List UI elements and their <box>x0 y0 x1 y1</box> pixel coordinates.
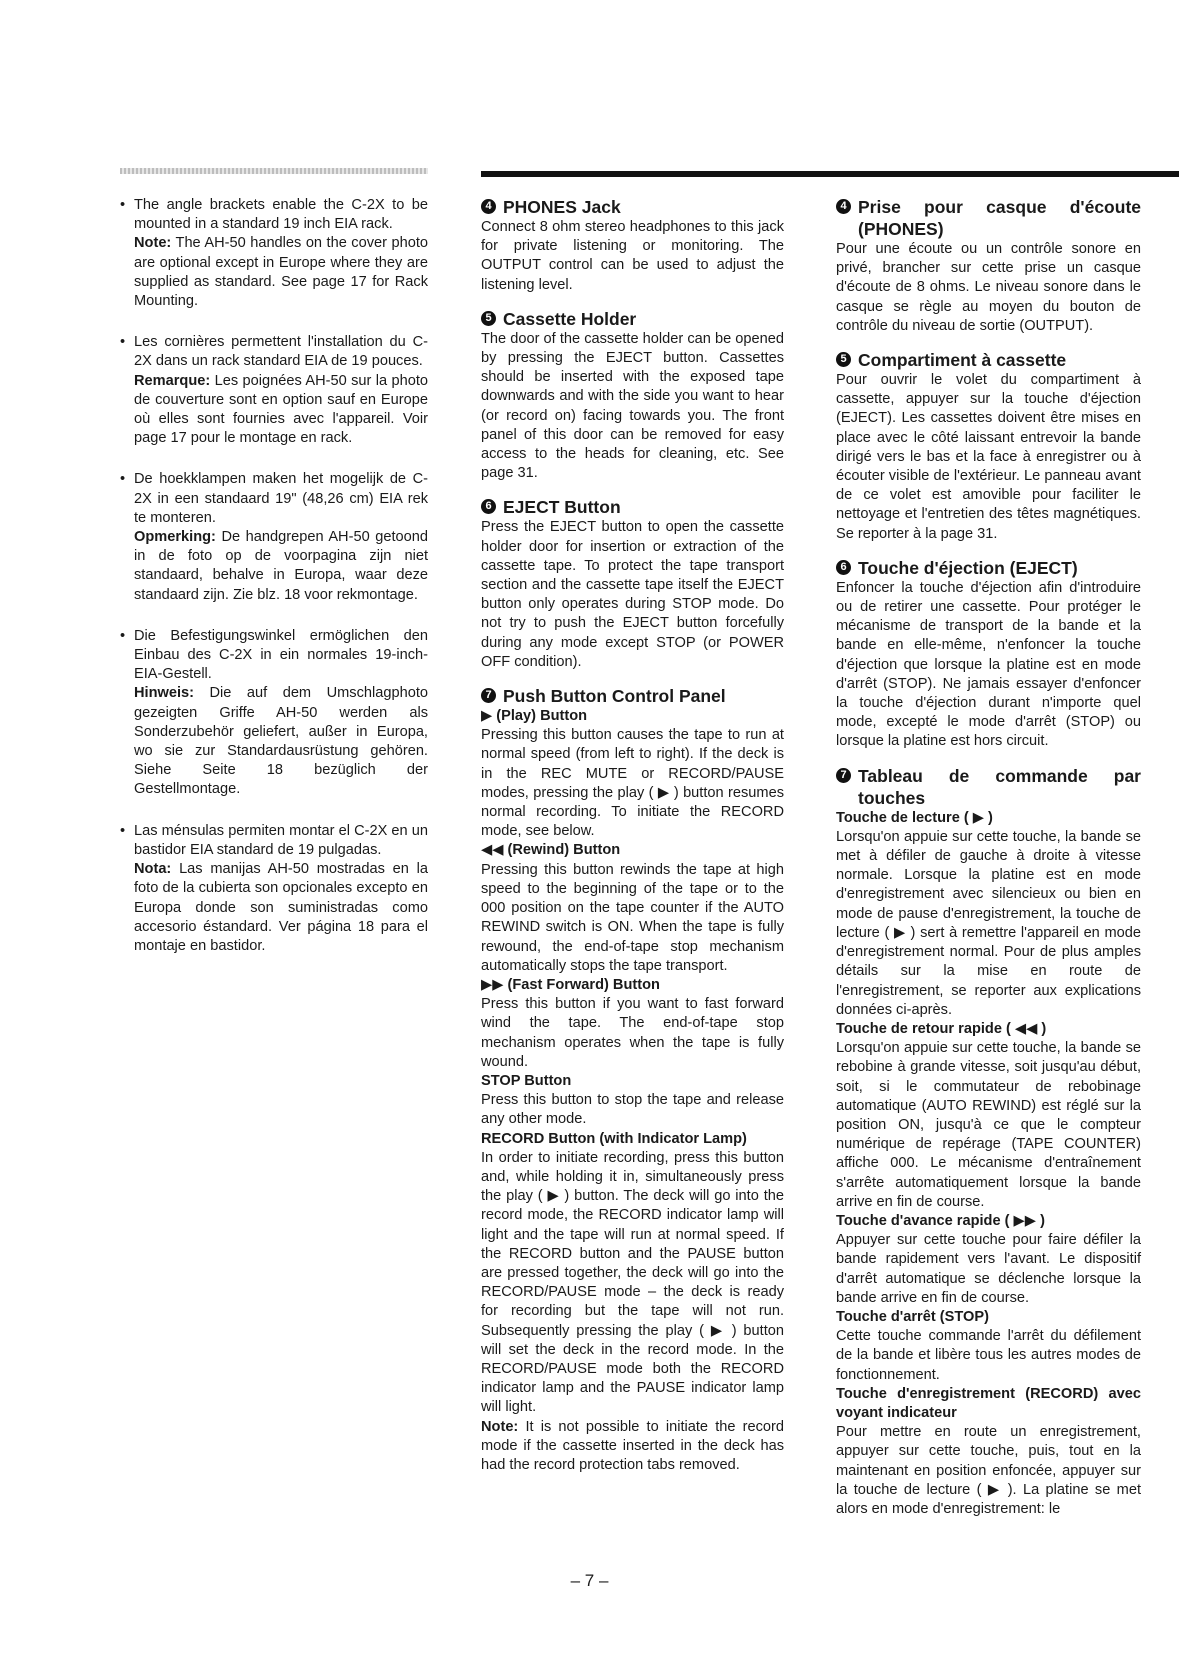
section-control-panel-fr <box>836 765 1141 1520</box>
section-number-badge: 4 <box>481 199 496 214</box>
section-title: PHONES Jack <box>503 197 621 217</box>
section-eject-fr <box>836 557 1141 752</box>
rewind-button-heading: ◀◀ (Rewind) Button <box>481 842 621 859</box>
section-body: Press the EJECT button to open the cassette holder door for insertion or extraction of the cassette tape. To protect the tape transport section and the cassette tape itself the EJECT button only operates during STOP mode. Do not try to push the EJECT button forcefully during any mode except STOP (or POWER OFF condition). <box>481 519 784 670</box>
section-body: The door of the cassette holder can be opened by pressing the EJECT button. Cassettes should be inserted with the exposed tape downwards and with the side you want to hear (or record on) facing towards you. The front panel of this door can be removed for easy access to the heads for cleaning, etc. See page 31. <box>481 330 784 482</box>
note-label: Note: <box>134 235 172 252</box>
note-label: Note: <box>481 1418 519 1435</box>
bullet-text: • Las ménsulas permiten montar el C-2X en un bastidor EIA standard de 19 pulgadas. <box>134 822 428 858</box>
stop-button-body: Cette touche commande l'arrêt du défilement de la bande et libère tous les autres modes de fonctionnement. <box>836 1328 1141 1383</box>
fast-forward-button-heading: ▶▶ (Fast Forward) Button <box>481 976 660 993</box>
section-number-badge: 7 <box>481 688 496 703</box>
rewind-button-body: Lorsqu'on appuie sur cette touche, la bande se rebobine à grande vitesse, soit jusqu'au début, soit, si le commutateur de rebobinage automatique (AUTO REWIND) est réglé sur la position ON, jusqu'à ce que le compteur numérique de repérage (TAPE COUNTER) affiche 000. Le mécanisme d'entraînement s'arrête automatiquement lorsque la bande arrive en fin de course. <box>836 1040 1141 1210</box>
note-text: De handgrepen AH-50 getoond in de foto op de voorpagina zijn niet standaard, behalve in Europa, waar deze standaard zijn. Zie blz. 18 voor rekmontage. <box>134 529 428 603</box>
bullet-text: • De hoekklampen maken het mogelijk de C-2X in een standaard 19" (48,26 cm) EIA rek te monteren. <box>134 471 428 526</box>
middle-column <box>481 196 784 1488</box>
section-body: Enfoncer la touche d'éjection afin d'introduire ou de retirer une cassette. Pour protéger le mécanisme de transport de la bande et la bande en elle-même, n'enfoncer la touche d'éjection que lorsque la platine est en mode d'arrêt (STOP). Ne jamais essayer d'enfoncer la touche d'éjection durant n'importe quel mode, excepté le mode d'arrêt (STOP) ou lorsque la platine est hors circuit. <box>836 579 1141 750</box>
top-rule-left <box>120 168 428 174</box>
note-text: Las manijas AH-50 mostradas en la foto de la cubierta son opcionales excepto en Europa donde son suministradas como accesorio éstandard. Ver página 18 para el montaje en bastidor. <box>134 861 428 954</box>
bullet-german <box>120 627 428 800</box>
top-rule-right <box>481 171 1179 177</box>
note-text: The AH-50 handles on the cover photo are optional except in Europe where they are supplied as standard. See page 17 for Rack Mounting. <box>134 235 428 310</box>
section-body: Pour ouvrir le volet du compartiment à cassette, appuyer sur la touche d'éjection (EJECT). Les cassettes doivent être mises en place avec le côté laissant entrevoir la bande dirigé vers le bas et la face à enregistrer ou à écouter visible de l'extérieur. Le panneau avant de ce volet est amovible pour faciliter le nettoyage et l'entretien des têtes magnétiques. Se reporter à la page 31. <box>836 372 1141 542</box>
rewind-button-body: Pressing this button rewinds the tape at high speed to the beginning of the tape or to the 000 position on the tape counter if the AUTO REWIND switch is ON. When the tape is fully rewound, the end-of-tape stop mechanism automatically stops the tape transport. <box>481 861 784 974</box>
stop-button-heading: Touche d'arrêt (STOP) <box>836 1308 989 1325</box>
bullet-text: • Die Befestigungswinkel ermöglichen den Einbau des C-2X in ein normales 19-inch-EIA-Gestell. <box>134 627 428 683</box>
record-button-body: In order to initiate recording, press this button and, while holding it in, simultaneously press the play ( ▶ ) button. The deck will go into the record mode, the RECORD indicator lamp will light and the tape will run at normal speed. If the RECORD button and the PAUSE button are pressed together, the deck will go into the RECORD/PAUSE mode – the deck is ready for recording but the tape will not run. Subsequently pressing the play ( ▶ ) button will set the deck in the record mode. In the RECORD/PAUSE mode both the RECORD indicator lamp and the PAUSE indicator lamp will light. <box>481 1149 784 1416</box>
section-number-badge: 7 <box>836 768 851 783</box>
note-label: Remarque: <box>134 372 211 389</box>
stop-button-body: Press this button to stop the tape and release any other mode. <box>481 1092 784 1128</box>
section-phones <box>481 196 784 295</box>
rewind-button-heading: Touche de retour rapide ( ◀◀ ) <box>836 1020 1047 1037</box>
note-label: Hinweis: <box>134 685 195 702</box>
section-title: Prise pour casque d'écoute (PHONES) <box>858 197 1141 239</box>
stop-button-heading: STOP Button <box>481 1072 572 1089</box>
section-body: Connect 8 ohm stereo headphones to this jack for private listening or monitoring. The OUTPUT control can be used to adjust the listening level. <box>481 219 784 293</box>
section-control-panel <box>481 685 784 1475</box>
bullet-french <box>120 333 428 448</box>
bullet-english <box>120 196 428 311</box>
bullet-spanish <box>120 822 428 956</box>
bullet-dutch <box>120 470 428 604</box>
section-number-badge: 6 <box>481 499 496 514</box>
note-text: It is not possible to initiate the record mode if the cassette inserted in the deck has had the record protection tabs removed. <box>481 1418 784 1473</box>
fast-forward-button-body: Press this button if you want to fast forward wind the tape. The end-of-tape stop mechanism operates when the tape is fully wound. <box>481 996 784 1070</box>
record-button-heading: RECORD Button (with Indicator Lamp) <box>481 1130 747 1147</box>
bullet-text: • Les cornières permettent l'installation du C-2X dans un rack standard EIA de 19 pouces. <box>134 334 428 370</box>
fast-forward-button-heading: Touche d'avance rapide ( ▶▶ ) <box>836 1212 1045 1229</box>
play-button-body: Lorsqu'on appuie sur cette touche, la bande se met à défiler de gauche à droite à vitesse normale. Lorsque la platine est en mode d'enregistrement avec silencieux ou bien en mode de pause d'enregistrement, la touche de lecture ( ▶ ) sert à remettre l'appareil en mode d'enregistrement normal. Pour de plus amples détails sur la mise en route de l'enregistrement, se reporter aux explications données ci-après. <box>836 828 1141 1018</box>
note-label: Nota: <box>134 861 172 878</box>
note-label: Opmerking: <box>134 529 216 546</box>
section-title: EJECT Button <box>503 497 621 518</box>
fast-forward-button-body: Appuyer sur cette touche pour faire défiler la bande rapidement vers l'avant. Le dispositif d'arrêt automatique se déclenche lorsque la bande arrive en fin de course. <box>836 1232 1141 1306</box>
note-text: Les poignées AH-50 sur la photo de couverture sont en option sauf en Europe où elles sont fournies avec l'appareil. Voir page 17 pour le montage en rack. <box>134 372 428 447</box>
record-button-heading: Touche d'enregistrement (RECORD) avec voyant indicateur <box>836 1385 1141 1421</box>
section-number-badge: 6 <box>836 560 851 575</box>
section-number-badge: 5 <box>481 311 496 326</box>
section-number-badge: 5 <box>836 352 851 367</box>
section-cassette-holder <box>481 308 784 484</box>
record-button-body: Pour mettre en route un enregistrement, appuyer sur cette touche, puis, tout en la maintenant en position enfoncée, appuyer sur la touche de lecture ( ▶ ). La platine se met alors en mode d'enregistrement: le <box>836 1424 1141 1517</box>
play-button-heading: ▶ (Play) Button <box>481 708 588 725</box>
section-title: Push Button Control Panel <box>503 686 726 707</box>
play-button-body: Pressing this button causes the tape to run at normal speed (from left to right). If the deck is in the REC MUTE or RECORD/PAUSE modes, pressing the play ( ▶ ) button resumes normal recording. To initiate the RECORD mode, see below. <box>481 727 784 840</box>
left-column <box>120 196 428 972</box>
play-button-heading: Touche de lecture ( ▶ ) <box>836 809 993 826</box>
section-title: Compartiment à cassette <box>858 350 1067 371</box>
bullet-text: • The angle brackets enable the C-2X to be mounted in a standard 19 inch EIA rack. <box>134 197 428 233</box>
section-eject <box>481 496 784 672</box>
note-text: Die auf dem Umschlagphoto gezeigten Griffe AH-50 werden als Sonderzubehör geliefert, außer in Europa, wo sie zur Standardausrüstung gehören. Siehe Seite 18 bezüglich der Gestellmontage. <box>134 685 428 798</box>
section-title: Touche d'éjection (EJECT) <box>858 557 1078 578</box>
section-body: Pour une écoute ou un contrôle sonore en privé, brancher sur cette prise un casque d'écoute de 8 ohms. Le niveau sonore dans le casque se règle au moyen du bouton de contrôle du niveau de sortie (OUTPUT). <box>836 241 1141 334</box>
section-cassette-holder-fr <box>836 349 1141 544</box>
page-number: – 7 – <box>570 1571 609 1590</box>
section-title: Tableau de commande par touches <box>858 765 1141 808</box>
section-phones-fr <box>836 196 1141 336</box>
right-column <box>836 196 1141 1532</box>
section-title: Cassette Holder <box>503 308 637 329</box>
section-number-badge: 4 <box>836 199 851 214</box>
